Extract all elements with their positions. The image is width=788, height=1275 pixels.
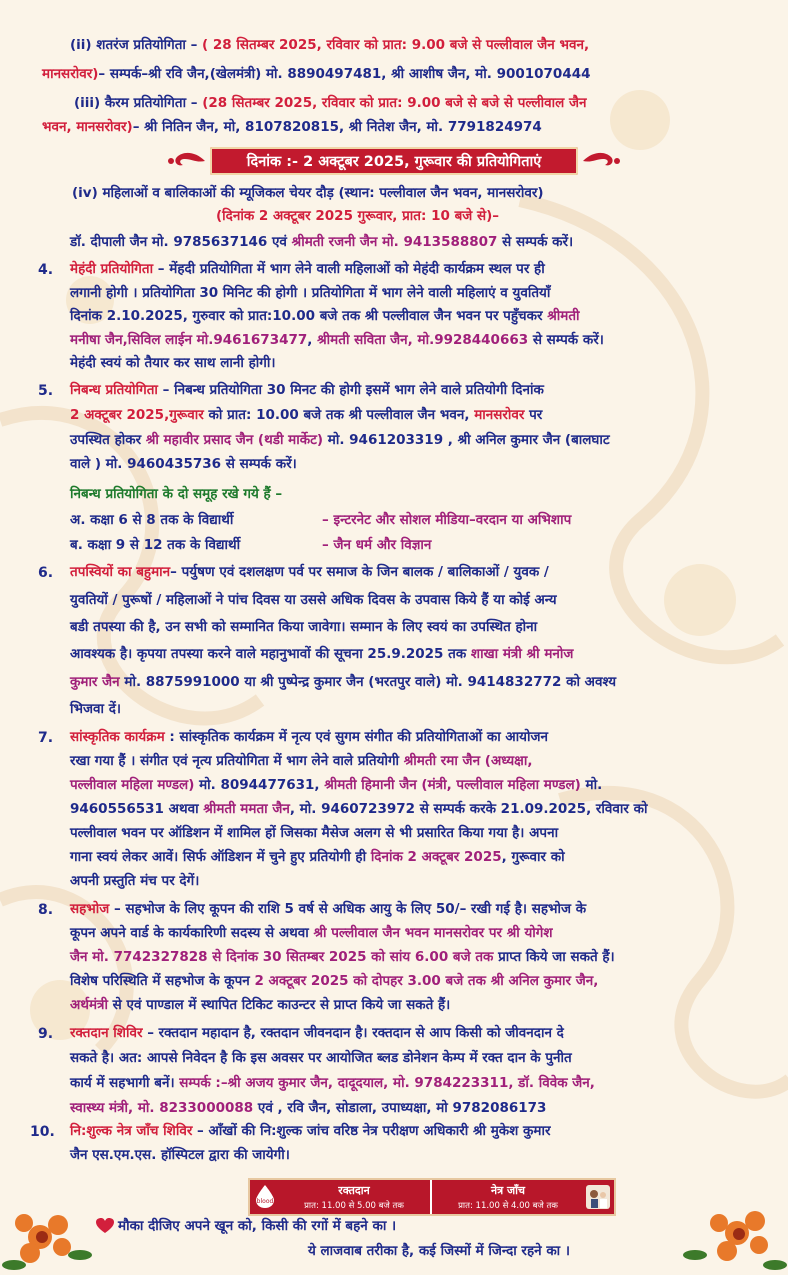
flower-right-icon <box>675 1185 788 1275</box>
mehndi-line-5: मेहंदी स्वयं को तैयार कर साथ लानी होगी। <box>70 355 276 371</box>
eye-title: नेत्र जाँच <box>490 1184 525 1197</box>
blood-donation-cell <box>250 1180 430 1214</box>
camp-timing-strip <box>248 1178 616 1216</box>
item-number-5: 5. <box>38 383 54 399</box>
sahbhoj-line-5: अर्थमंत्री से एवं पाण्डाल में स्थापित टिकिट काउन्टर से प्राप्त किये जा सकते हैं। <box>70 997 451 1013</box>
sahbhoj-line-2: कूपन अपने वार्ड के कार्यकारिणी सदस्य से अथवा श्री पल्लीवाल जैन भवन मानसरोवर पर श्री योगेश <box>70 925 553 941</box>
essay-groups-heading: निबन्ध प्रतियोगिता के दो समूह रखे गये हैं – <box>70 486 283 502</box>
carrom-line-1 <box>74 94 587 112</box>
chess-venue: मानसरोवर) <box>42 66 99 82</box>
cultural-line-2: रखा गया हैं । संगीत एवं नृत्य प्रतियोगिता में भाग लेने वाले प्रतियोगी श्रीमती रमा जैन (अध्यक्षा, <box>70 753 533 769</box>
slogan-line-2: ये लाजवाब तरीका है, कई जिस्मों में जिन्दा रहने का । <box>308 1243 570 1259</box>
carrom-venue: भवन, मानसरोवर) <box>42 119 133 135</box>
group-b-topic: – जैन धर्म और विज्ञान <box>322 537 432 553</box>
blood-line-3: कार्य में सहभागी बनें। सम्पर्क :–श्री अजय कुमार जैन, दादूदयाल, मो. 9784223311, डॉ. विवेक जैन, <box>70 1075 595 1091</box>
chess-line-1 <box>70 36 589 54</box>
tapasvi-line-1: तपस्वियों का बहुमान– पर्युषण एवं दशलक्षण पर्व पर समाज के जिन बालक / बालिकाओं / युवक / <box>70 564 549 580</box>
sahbhoj-line-3: जैन मो. 7742327828 से दिनांक 30 सितम्बर 2025 को सांय 6.00 बजे तक प्राप्त किये जा सकते हैं। <box>70 949 615 965</box>
cultural-line-3: पल्लीवाल महिला मण्डल) मो. 8094477631, श्रीमती हिमानी जैन (मंत्री, पल्लीवाल महिला मण्डल) मो. <box>70 777 603 793</box>
eye-camp-line-2: जैन एस.एम.एस. हॉस्पिटल द्वारा की जायेगी। <box>70 1147 290 1163</box>
item-number-8: 8. <box>38 902 54 918</box>
date-banner: दिनांक :- 2 अक्टूबर 2025, गुरूवार की प्रतियोगिताएं <box>210 147 578 175</box>
item-number-9: 9. <box>38 1026 54 1042</box>
eye-checkup-cell <box>432 1180 614 1214</box>
item-number-10: 10. <box>30 1124 55 1140</box>
blood-line-1: रक्तदान शिविर – रक्तदान महादान है, रक्तदान जीवनदान है। रक्तदान से आप किसी को जीवनदान दे <box>70 1025 564 1041</box>
tapasvi-line-5: कुमार जैन मो. 8875991000 या श्री पुष्पेन्द्र कुमार जैन (भरतपुर वाले) मो. 9414832772 को अवश्य <box>70 674 617 690</box>
sahbhoj-line-1: सहभोज – सहभोज के लिए कूपन की राशि 5 वर्ष से अधिक आयु के लिए 50/– रखी गई है। सहभोज के <box>70 901 587 917</box>
chess-title: (ii) शतरंज प्रतियोगिता – <box>70 37 203 53</box>
blood-line-4: स्वास्थ्य मंत्री, मो. 8233000088 एवं , रवि जैन, सोडाला, उपाध्यक्षा, मो 9782086173 <box>70 1100 547 1116</box>
group-b-class: ब. कक्षा 9 से 12 तक के विद्यार्थी <box>70 537 241 553</box>
flourish-right-icon <box>581 147 623 175</box>
blood-title: रक्तदान <box>338 1184 370 1197</box>
essay-line-4: वाले ) मो. 9460435736 से सम्पर्क करें। <box>70 456 297 472</box>
chess-line-2 <box>42 65 591 83</box>
carrom-date: (28 सितम्बर 2025, रविवार को प्रात: 9.00 बजे से बजे से पल्लीवाल जैन <box>202 95 587 111</box>
cultural-line-6: गाना स्वयं लेकर आवें। सिर्फ ऑडिशन में चुने हुए प्रतियोगी ही दिनांक 2 अक्टूबर 2025, गुरूवार को <box>70 849 565 865</box>
musical-chair-date: (दिनांक 2 अक्टूबर 2025 गुरूवार, प्रात: 10 बजे से)– <box>216 208 500 224</box>
flourish-left-icon <box>165 147 207 175</box>
eye-time: प्रात: 11.00 से 4.00 बजे तक <box>458 1201 558 1211</box>
musical-chair-contact: डॉ. दीपाली जैन मो. 9785637146 एवं श्रीमती रजनी जैन मो. 9413588807 से सम्पर्क करें। <box>70 234 574 250</box>
cultural-line-7: अपनी प्रस्तुति मंच पर देगें। <box>70 873 200 889</box>
essay-line-1: निबन्ध प्रतियोगिता – निबन्ध प्रतियोगिता 30 मिनट की होगी इसमें भाग लेने वाले प्रतियोगी दिनांक <box>70 382 544 398</box>
mehndi-line-2: लगानी होगी । प्रतियोगिता 30 मिनिट की होगी । प्रतियोगिता में भाग लेने वाली महिलाएं व युवतियाँ <box>70 285 551 301</box>
blood-drop-icon <box>252 1183 278 1209</box>
blood-time: प्रात: 11.00 से 5.00 बजे तक <box>304 1201 404 1211</box>
cultural-line-4: 9460556531 अथवा श्रीमती ममता जैन, मो. 9460723972 से सम्पर्क करके 21.09.2025, रविवार को <box>70 801 648 817</box>
carrom-line-2 <box>42 118 542 136</box>
musical-chair-line: (iv) महिलाओं व बालिकाओं की म्यूजिकल चेयर दौड़ (स्थान: पल्लीवाल जैन भवन, मानसरोवर) <box>72 185 544 201</box>
svg-text:blood: blood <box>256 1198 274 1205</box>
mehndi-line-1: मेहंदी प्रतियोगिता – मेंहदी प्रतियोगिता में भाग लेने वाली महिलाओं को मेहंदी कार्यक्रम स्थल पर ही <box>70 261 545 277</box>
chess-contact: – सम्पर्क–श्री रवि जैन,(खेलमंत्री) मो. 8890497481, श्री आशीष जैन, मो. 9001070444 <box>98 66 591 82</box>
item-number-7: 7. <box>38 730 54 746</box>
item-number-4: 4. <box>38 262 54 278</box>
mehndi-line-4: मनीषा जैन,सिविल लाईन मो.9461673477, श्रीमती सविता जैन, मो.9928440663 से सम्पर्क करें। <box>70 332 604 348</box>
tapasvi-line-3: बडी तपस्या की है, उन सभी को सम्मानित किया जावेगा। सम्मान के लिए स्वयं का उपस्थित होना <box>70 619 538 635</box>
blood-line-2: सकते है। अत: आपसे निवेदन है कि इस अवसर पर आयोजित ब्लड डोनेशन केम्प में रक्त दान के पुनीत <box>70 1050 572 1066</box>
cultural-line-5: पल्लीवाल भवन पर ऑडिशन में शामिल हों जिसका मैसेज अलग से भी प्रसारित किया गया है। अपना <box>70 825 559 841</box>
carrom-title: (iii) कैरम प्रतियोगिता – <box>74 95 203 111</box>
group-a-topic: – इन्टरनेट और सोशल मीडिया–वरदान या अभिशाप <box>322 512 572 528</box>
tapasvi-line-4: आवश्यक है। कृपया तपस्या करने वाले महानुभावों की सूचना 25.9.2025 तक शाखा मंत्री श्री मनोज <box>70 646 574 662</box>
eye-camp-line-1: नि:शुल्क नेत्र जाँच शिविर – आँखों की नि:शुल्क जांच वरिष्ठ नेत्र परीक्षण अधिकारी श्री मुकेश कुमार <box>70 1123 551 1139</box>
item-number-6: 6. <box>38 565 54 581</box>
sahbhoj-line-4: विशेष परिस्थिति में सहभोज के कूपन 2 अक्टूबर 2025 को दोपहर 3.00 बजे तक श्री अनिल कुमार जैन, <box>70 973 599 989</box>
cultural-line-1: सांस्कृतिक कार्यक्रम : सांस्कृतिक कार्यक्रम में नृत्य एवं सुगम संगीत की प्रतियोगिताओं का आयोजन <box>70 729 549 745</box>
essay-line-3: उपस्थित होकर श्री महावीर प्रसाद जैन (थडी मार्केट) मो. 9461203319 , श्री अनिल कुमार जैन (बालघाट <box>70 432 610 448</box>
eye-doctor-icon <box>585 1184 611 1210</box>
group-a-class: अ. कक्षा 6 से 8 तक के विद्यार्थी <box>70 512 234 528</box>
tapasvi-line-6: भिजवा दें। <box>70 701 121 717</box>
flower-left-icon <box>0 1185 110 1275</box>
heart-icon <box>96 1218 114 1234</box>
chess-date: ( 28 सितम्बर 2025, रविवार को प्रात: 9.00 बजे से पल्लीवाल जैन भवन, <box>202 37 590 53</box>
mehndi-line-3: दिनांक 2.10.2025, गुरुवार को प्रात:10.00 बजे तक श्री पल्लीवाल जैन भवन पर पहुँचकर श्रीमती <box>70 308 580 324</box>
carrom-contact: – श्री नितिन जैन, मो, 8107820815, श्री नितेश जैन, मो. 7791824974 <box>132 119 542 135</box>
tapasvi-line-2: युवतियों / पुरूषों / महिलाओं ने पांच दिवस या उससे अधिक दिवस के उपवास किये हैं या कोई अन्य <box>70 592 557 608</box>
slogan-line-1: मौका दीजिए अपने खून को, किसी की रगों में बहने का । <box>118 1218 397 1234</box>
essay-line-2: 2 अक्टूबर 2025,गुरूवार को प्रात: 10.00 बजे तक श्री पल्लीवाल जैन भवन, मानसरोवर पर <box>70 407 543 423</box>
